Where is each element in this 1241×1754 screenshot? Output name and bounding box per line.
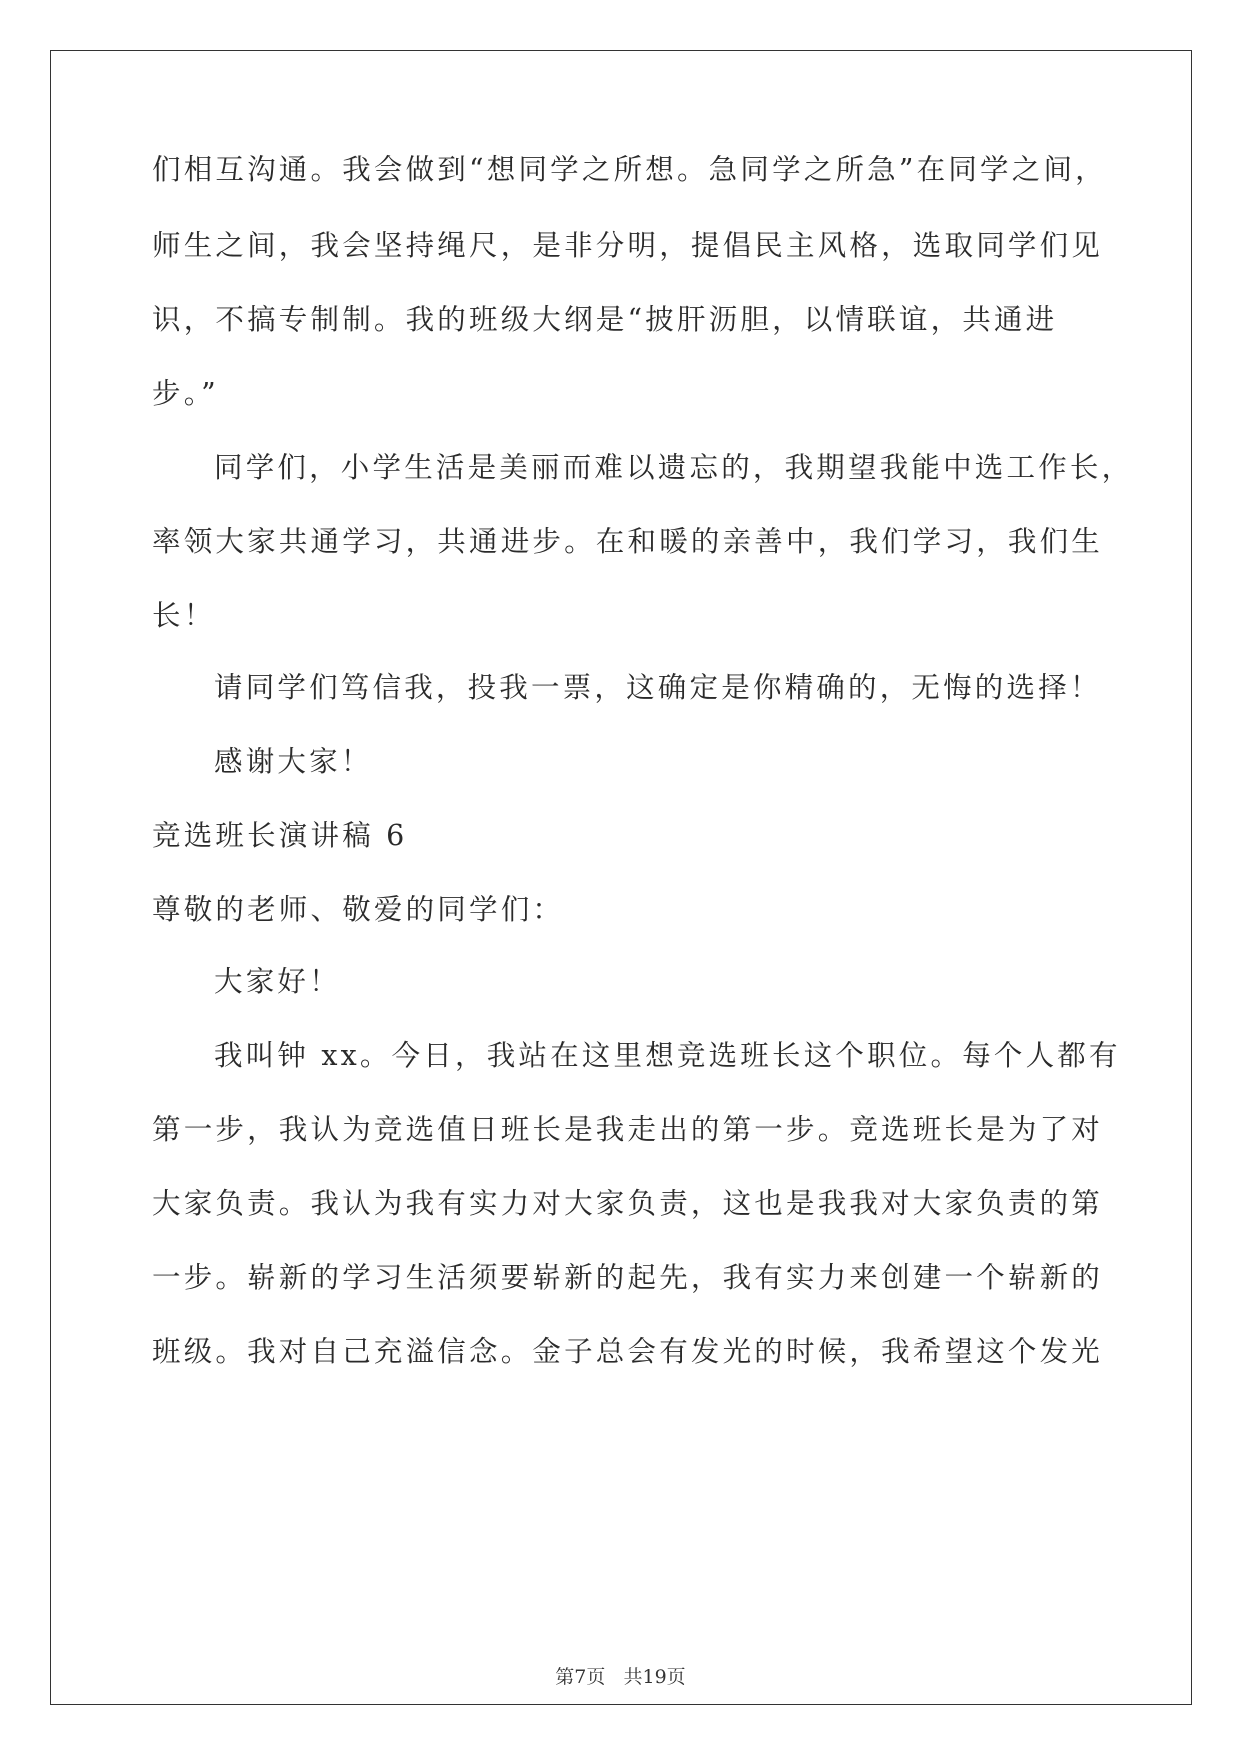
body-text-line: 大家负责。我认为我有实力对大家负责，这也是我我对大家负责的第: [152, 1187, 1104, 1220]
section-heading: 竞选班长演讲稿 6: [152, 819, 408, 852]
paragraph-first-line: 请同学们笃信我，投我一票，这确定是你精确的，无悔的选择！: [214, 671, 1102, 704]
body-text-line: 步。”: [152, 377, 219, 410]
salutation: 尊敬的老师、敬爱的同学们：: [152, 893, 565, 926]
paragraph-first-line: 同学们，小学生活是美丽而难以遗忘的，我期望我能中选工作长，: [214, 451, 1134, 484]
page-number-footer: 第7页 共19页: [555, 1666, 686, 1688]
body-text-line: 师生之间，我会坚持绳尺，是非分明，提倡民主风格，选取同学们见: [152, 229, 1104, 262]
body-text-line: 率领大家共通学习，共通进步。在和暖的亲善中，我们学习，我们生: [152, 525, 1104, 558]
paragraph-first-line: 我叫钟 xx。今日，我站在这里想竞选班长这个职位。每个人都有: [214, 1039, 1121, 1072]
body-text-line: 识，不搞专制制。我的班级大纲是“披肝沥胆，以情联谊，共通进: [152, 303, 1058, 336]
body-text-line: 第一步，我认为竞选值日班长是我走出的第一步。竞选班长是为了对: [152, 1113, 1104, 1146]
paragraph-first-line: 感谢大家！: [214, 745, 373, 778]
body-text-line: 长！: [152, 599, 216, 632]
page-border: [50, 50, 1192, 1705]
body-text-line: 一步。崭新的学习生活须要崭新的起先，我有实力来创建一个崭新的: [152, 1261, 1104, 1294]
body-text-line: 们相互沟通。我会做到“想同学之所想。急同学之所急”在同学之间，: [152, 153, 1107, 186]
body-text-line: 班级。我对自己充溢信念。金子总会有发光的时候，我希望这个发光: [152, 1335, 1104, 1368]
greeting: 大家好！: [214, 965, 341, 998]
